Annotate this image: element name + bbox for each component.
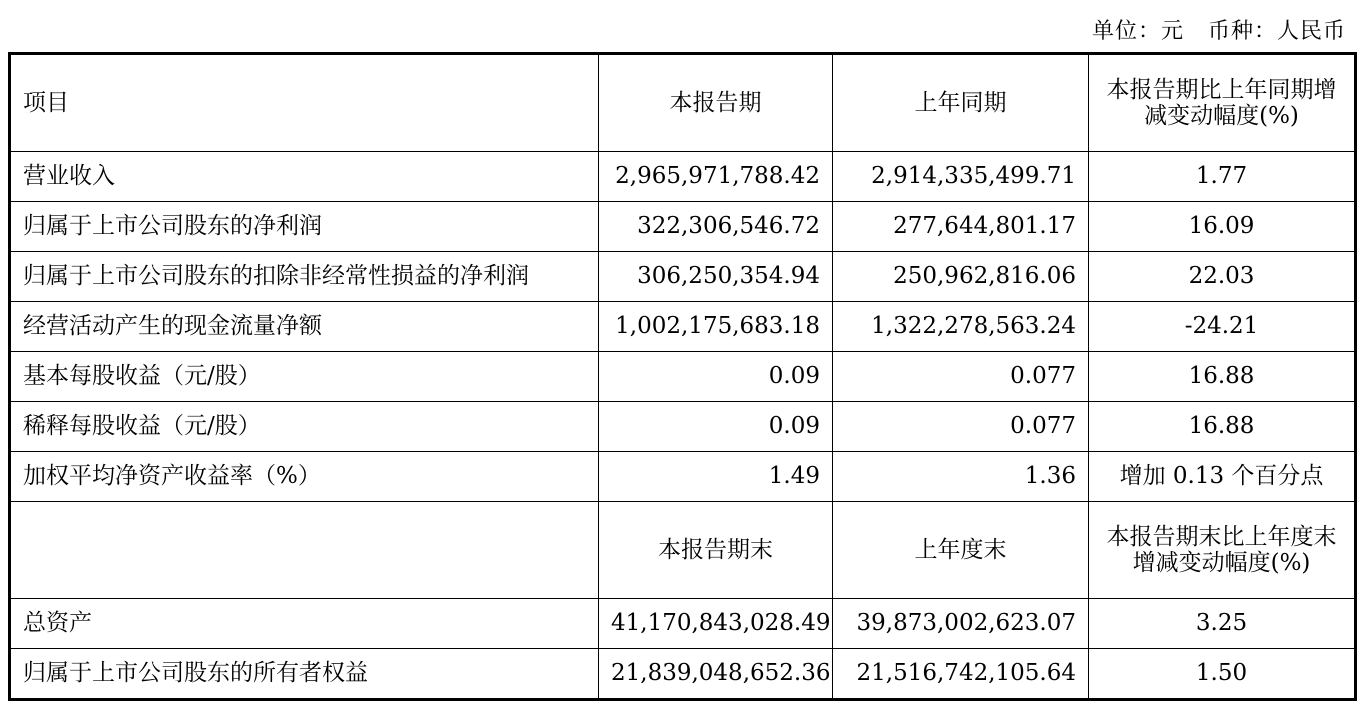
table-row — [10, 252, 1356, 302]
header-cell-item: 项目 — [10, 54, 599, 152]
prior-value: 2,914,335,499.71 — [833, 152, 1089, 202]
subheader-cell-period-end: 本报告期末 — [599, 502, 833, 599]
row-label: 营业收入 — [10, 152, 599, 202]
prior-value: 39,873,002,623.07 — [833, 599, 1089, 649]
currency-unit-note: 单位：元 币种：人民币 — [1092, 19, 1346, 44]
row-label: 归属于上市公司股东的净利润 — [10, 202, 599, 252]
current-value: 2,965,971,788.42 — [599, 152, 833, 202]
financial-summary-table — [8, 52, 1357, 701]
table-row — [10, 452, 1356, 502]
table-row — [10, 302, 1356, 352]
current-value: 322,306,546.72 — [599, 202, 833, 252]
change-value: 1.50 — [1089, 649, 1356, 700]
row-label: 加权平均净资产收益率（%） — [10, 452, 599, 502]
row-label: 总资产 — [10, 599, 599, 649]
change-value: 增加 0.13 个百分点 — [1089, 452, 1356, 502]
current-value: 306,250,354.94 — [599, 252, 833, 302]
table-row — [10, 599, 1356, 649]
change-value: 16.88 — [1089, 352, 1356, 402]
table-row — [10, 649, 1356, 700]
header-cell-current-period: 本报告期 — [599, 54, 833, 152]
prior-value: 250,962,816.06 — [833, 252, 1089, 302]
prior-value: 277,644,801.17 — [833, 202, 1089, 252]
change-value: 3.25 — [1089, 599, 1356, 649]
prior-value: 0.077 — [833, 402, 1089, 452]
change-value: -24.21 — [1089, 302, 1356, 352]
change-value: 16.09 — [1089, 202, 1356, 252]
table-row — [10, 202, 1356, 252]
row-label: 归属于上市公司股东的所有者权益 — [10, 649, 599, 700]
table-subheader-row — [10, 502, 1356, 599]
row-label: 稀释每股收益（元/股） — [10, 402, 599, 452]
row-label: 经营活动产生的现金流量净额 — [10, 302, 599, 352]
current-value: 1,002,175,683.18 — [599, 302, 833, 352]
header-cell-change-pct: 本报告期比上年同期增减变动幅度(%) — [1089, 54, 1356, 152]
row-label: 基本每股收益（元/股） — [10, 352, 599, 402]
current-value: 0.09 — [599, 352, 833, 402]
table-row — [10, 152, 1356, 202]
prior-value: 0.077 — [833, 352, 1089, 402]
current-value: 21,839,048,652.36 — [599, 649, 833, 700]
current-value: 41,170,843,028.49 — [599, 599, 833, 649]
subheader-cell-change-pct: 本报告期末比上年度末增减变动幅度(%) — [1089, 502, 1356, 599]
prior-value: 21,516,742,105.64 — [833, 649, 1089, 700]
table-header-row — [10, 54, 1356, 152]
change-value: 22.03 — [1089, 252, 1356, 302]
change-value: 1.77 — [1089, 152, 1356, 202]
subheader-cell-prior-year-end: 上年度末 — [833, 502, 1089, 599]
table-row — [10, 352, 1356, 402]
prior-value: 1,322,278,563.24 — [833, 302, 1089, 352]
prior-value: 1.36 — [833, 452, 1089, 502]
row-label: 归属于上市公司股东的扣除非经常性损益的净利润 — [10, 252, 599, 302]
header-cell-prior-year-period: 上年同期 — [833, 54, 1089, 152]
current-value: 0.09 — [599, 402, 833, 452]
table-row — [10, 402, 1356, 452]
change-value: 16.88 — [1089, 402, 1356, 452]
subheader-cell-empty — [10, 502, 599, 599]
current-value: 1.49 — [599, 452, 833, 502]
